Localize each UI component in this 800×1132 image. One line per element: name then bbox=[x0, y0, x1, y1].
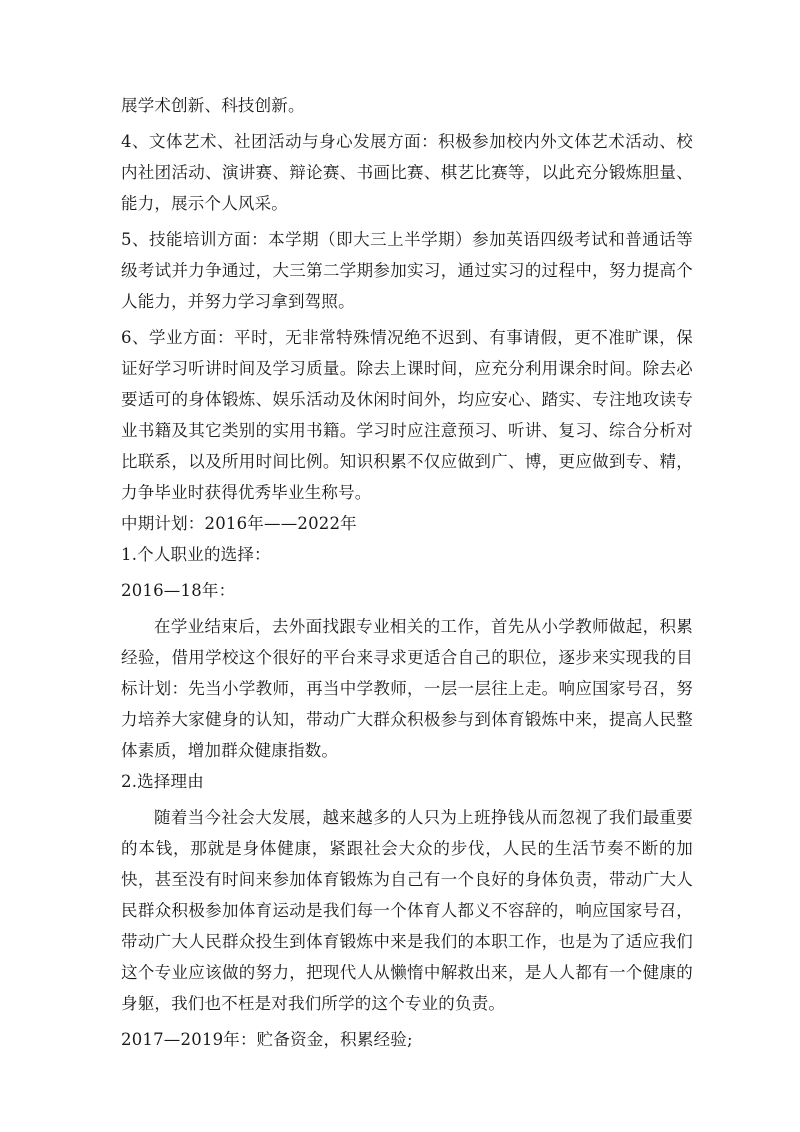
paragraph-academics: 6、学业方面：平时，无非常特殊情况绝不迟到、有事请假，更不准旷课，保证好学习听讲时间及学习质量。除去上课时间，应充分利用课余时间。除去必要适可的身体锻炼、娱乐活动及休闲时间外，均应安心、踏实、专注地攻读专业书籍及其它类别的实用书籍。学习时应注意预习、听讲、复习、综合分析对比联系，以及所用时间比例。知识积累不仅应做到广、博，更应做到专、精，力争毕业时获得优秀毕业生称号。 bbox=[121, 328, 693, 502]
heading-reason: 2.选择理由 bbox=[121, 772, 204, 791]
heading-mid-term-plan: 中期计划：2016年——2022年 bbox=[121, 514, 357, 533]
paragraph-reason: 随着当今社会大发展，越来越多的人只为上班挣钱从而忽视了我们最重要的本钱，那就是身体健康，紧跟社会大众的步伐，人民的生活节奏不断的加快，甚至没有时间来参加体育锻炼为自己有一个良好的身体负责，带动广大人民群众积极参加体育运动是我们每一个体育人都义不容辞的，响应国家号召，带动广大人民群众投生到体育锻炼中来是我们的本职工作，也是为了适应我们这个专业应该做的努力，把现代人从懒惰中解救出来，是人人都有一个健康的身躯，我们也不枉是对我们所学的这个专业的负责。 bbox=[121, 808, 693, 1013]
document-body bbox=[121, 90, 693, 1055]
heading-period-2016-18: 2016—18年： bbox=[121, 581, 236, 600]
paragraph-arts-activities: 4、文体艺术、社团活动与身心发展方面：积极参加校内外文体艺术活动、校内社团活动、演讲赛、辩论赛、书画比赛、棋艺比赛等，以此充分锻炼胆量、能力，展示个人风采。 bbox=[121, 132, 693, 213]
heading-career-choice: 1.个人职业的选择： bbox=[121, 545, 271, 564]
paragraph-continuation: 展学术创新、科技创新。 bbox=[121, 96, 305, 115]
paragraph-skills-training: 5、技能培训方面：本学期（即大三上半学期）参加英语四级考试和普通话等级考试并力争通过，大三第二学期参加实习，通过实习的过程中，努力提高个人能力，并努力学习拿到驾照。 bbox=[121, 230, 693, 311]
heading-period-2017-2019: 2017—2019年：贮备资金，积累经验; bbox=[121, 1030, 413, 1049]
paragraph-career-plan: 在学业结束后，去外面找跟专业相关的工作，首先从小学教师做起，积累经验，借用学校这个很好的平台来寻求更适合自己的职位，逐步来实现我的目标计划：先当小学教师，再当中学教师，一层一层往上走。响应国家号召，努力培养大家健身的认知，带动广大群众积极参与到体育锻炼中来，提高人民整体素质，增加群众健康指数。 bbox=[121, 617, 693, 760]
